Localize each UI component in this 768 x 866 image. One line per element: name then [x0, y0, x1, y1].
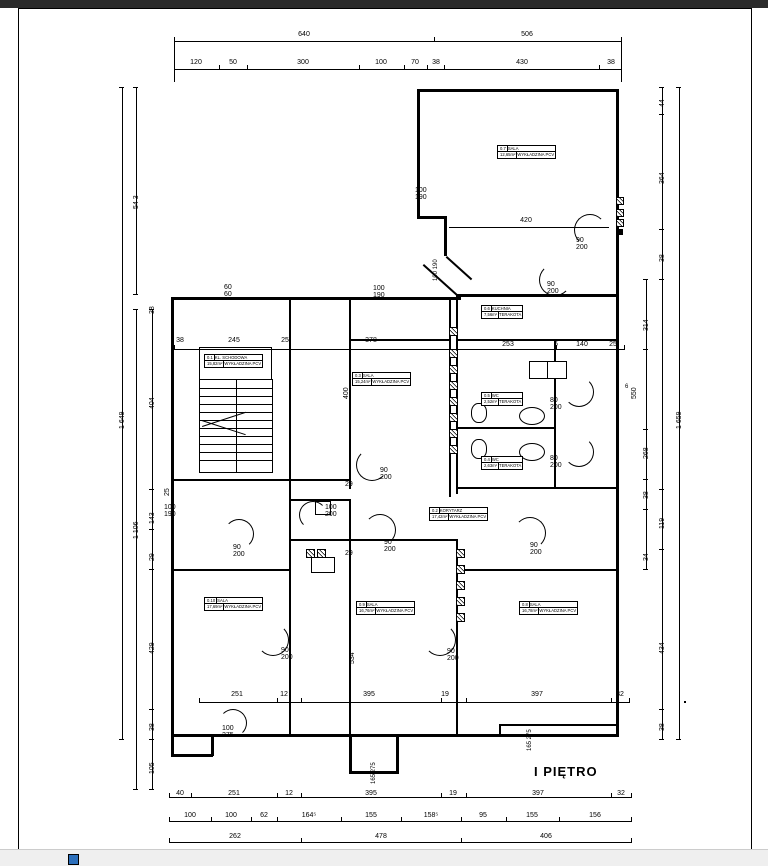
opening-label: 100 275: [222, 725, 234, 739]
dim-inner-v: 534: [349, 652, 356, 664]
dim-right: 119: [659, 517, 666, 529]
dim-bottom2: 164⁵: [301, 812, 317, 819]
dim-inner-v: 400: [343, 387, 350, 399]
column-hatch-9: [456, 549, 465, 558]
opening-label: 80 200: [550, 397, 562, 411]
dim-right: 38: [643, 491, 650, 499]
dim-top2: 38: [432, 59, 440, 66]
dim-left: 54 3: [133, 195, 140, 209]
dim-top2: 38: [607, 59, 615, 66]
column-hatch-10: [456, 565, 465, 574]
wall-terrace-n: [499, 724, 619, 726]
washbasin-icon-1: [519, 407, 545, 425]
opening-label: 90 200: [380, 467, 392, 481]
column-hatch-2: [449, 349, 458, 358]
dim-top: 506: [521, 31, 533, 38]
dim-inner: 25: [609, 341, 617, 348]
column-hatch-16: [616, 197, 624, 205]
dim-inner: 420: [520, 217, 532, 224]
opening-label: 100 190: [373, 285, 385, 299]
wall-int-6: [456, 339, 619, 341]
dim-inner: 378: [365, 337, 377, 344]
opening-label: 165 275: [371, 762, 377, 784]
room-label: 0.4 WC 2,63m² TERAKOTA: [481, 456, 523, 470]
dim-right: 38: [659, 723, 666, 731]
room-label: 0.3 SALA 15,24m² WYKŁADZINA PCV: [352, 372, 411, 386]
dim-bottom2: 95: [479, 812, 487, 819]
column-hatch-4: [449, 381, 458, 390]
opening-label: 90 200: [576, 237, 588, 251]
dim-bottom2: 158⁵: [423, 812, 439, 819]
opening-label: 90 200: [233, 544, 245, 558]
dim-bottom1: 397: [532, 790, 544, 797]
dim-right: 1 659: [676, 411, 683, 429]
column-hatch-7: [449, 429, 458, 438]
dim-inner-low: 395: [363, 691, 375, 698]
wall-int-16: [349, 539, 457, 541]
dim-inner: 6: [554, 341, 558, 348]
column-hatch-17: [616, 209, 624, 217]
wall-int-13: [349, 499, 351, 734]
wall-bay-e: [396, 734, 399, 774]
dim-bottom2: 100: [225, 812, 237, 819]
dim-top2: 300: [297, 59, 309, 66]
dim-bottom1: 32: [617, 790, 625, 797]
door-swing-4: [564, 437, 594, 467]
room-label: 0.5 WC 2,52m² TERAKOTA: [481, 392, 523, 406]
dim-inner: 140: [576, 341, 588, 348]
window-top-bar: [0, 0, 768, 8]
wall-int-1: [289, 299, 291, 489]
wall-mid-north: [456, 294, 619, 297]
dim-bottom3: 262: [229, 833, 241, 840]
dim-left: 105: [149, 762, 156, 774]
wall-bay-w: [349, 734, 352, 774]
opening-label: 29: [345, 481, 353, 488]
furniture-unit: [311, 557, 335, 573]
taskbar[interactable]: [0, 849, 768, 866]
dim-inner-low: 19: [441, 691, 449, 698]
wall-sw-step: [171, 754, 213, 757]
dim-left: 29: [149, 553, 156, 561]
opening-label: 100 200: [325, 504, 337, 518]
dim-top2: 120: [190, 59, 202, 66]
room-label: 0.1 KL. SCHODOWA 15,82m² WYKŁADZINA PCV: [204, 354, 263, 368]
opening-label: 90 200: [530, 542, 542, 556]
dim-left: 429: [149, 642, 156, 654]
opening-label: 165 275: [527, 729, 533, 751]
dim-right: 314: [643, 319, 650, 331]
wall-upper-step-v: [444, 216, 447, 256]
dim-top: 640: [298, 31, 310, 38]
column-hatch-13: [456, 613, 465, 622]
dim-left: 1 106: [133, 521, 140, 539]
wall-int-9: [456, 487, 619, 489]
dim-bottom1: 40: [176, 790, 184, 797]
dim-inner-low: 12: [280, 691, 288, 698]
page-title: I PIĘTRO: [534, 764, 598, 779]
dim-top2: 100: [375, 59, 387, 66]
opening-label: 29: [345, 550, 353, 557]
dim-inner: 25: [281, 337, 289, 344]
dim-right: 34: [643, 553, 650, 561]
opening-label: 90 200: [447, 648, 459, 662]
dim-right: 44: [659, 99, 666, 107]
dim-right: 434: [659, 642, 666, 654]
wall-int-12: [171, 569, 291, 571]
dim-left: 38: [149, 306, 156, 314]
column-solid: [617, 229, 623, 235]
opening-label: 90 200: [547, 281, 559, 295]
column-hatch-1: [449, 327, 458, 336]
dim-bottom2: 155: [526, 812, 538, 819]
room-label: 0.2 KORYTARZ 17,42m² WYKŁADZINA PCV: [429, 507, 488, 521]
wall-int-18: [291, 539, 351, 541]
dim-left: 25: [164, 488, 171, 496]
column-hatch-11: [456, 581, 465, 590]
dim-left: 38: [149, 723, 156, 731]
dim-bottom2: 156: [589, 812, 601, 819]
dim-right: 550: [631, 387, 638, 399]
door-swing-8: [299, 501, 327, 529]
opening-label: 100 190: [415, 187, 427, 201]
wall-north-main: [171, 297, 461, 300]
wall-terrace-w: [499, 724, 501, 736]
dim-inner-low: 251: [231, 691, 243, 698]
wall-angled: [423, 264, 459, 296]
dim-right: 364: [659, 172, 666, 184]
dim-top2: 430: [516, 59, 528, 66]
column-hatch-5: [449, 397, 458, 406]
wall-int-2: [171, 479, 351, 481]
wall-int-7: [456, 294, 458, 494]
marker-dot: [684, 701, 686, 703]
wall-north-top: [417, 89, 619, 92]
drawing-sheet: [18, 8, 752, 850]
wall-int-17: [456, 569, 616, 571]
dim-inner-low: 32: [616, 691, 624, 698]
dim-inner: 245: [228, 337, 240, 344]
opening-label: 100 190: [433, 259, 439, 281]
wall-upper-step: [417, 216, 447, 219]
door-swing-3: [564, 377, 594, 407]
dim-bottom1: 251: [228, 790, 240, 797]
dim-right: 38: [659, 254, 666, 262]
staircase: [199, 379, 273, 473]
dim-inner-low: 397: [531, 691, 543, 698]
opening-label: 90 200: [281, 647, 293, 661]
wall-east-main: [616, 294, 619, 734]
wall-int-11: [289, 489, 291, 734]
kitchen-unit-2: [547, 361, 567, 379]
wall-angled-inner: [446, 256, 473, 280]
toilet-icon-1: [471, 403, 487, 423]
dim-bottom3: 406: [540, 833, 552, 840]
dim-bottom1: 12: [285, 790, 293, 797]
taskbar-app-icon[interactable]: [68, 854, 79, 865]
room-label: 0.6 KUCHNIA 7,56m² TERAKOTA: [481, 305, 523, 319]
dim-bottom1: 19: [449, 790, 457, 797]
dim-left: 143: [149, 512, 156, 524]
dim-inner: 253: [502, 341, 514, 348]
opening-label: 80 200: [550, 455, 562, 469]
room-label: 0.7 SALA 12,65m² WYKŁADZINA PCV: [497, 145, 556, 159]
kitchen-unit-1: [529, 361, 549, 379]
dim-bottom1: 395: [365, 790, 377, 797]
dim-bottom3: 478: [375, 833, 387, 840]
opening-label: 90 200: [384, 539, 396, 553]
room-label: 0.10 SALA 17,69m² WYKŁADZINA PCV: [204, 597, 263, 611]
dim-top2: 50: [229, 59, 237, 66]
dim-left: 1 649: [119, 411, 126, 429]
column-hatch-6: [449, 413, 458, 422]
wall-sw-step-v: [211, 734, 214, 756]
dim-bottom2: 155: [365, 812, 377, 819]
dim-bottom2: 62: [260, 812, 268, 819]
dim-top2: 70: [411, 59, 419, 66]
dim-inner: 38: [176, 337, 184, 344]
dim-left: 404: [149, 397, 156, 409]
column-hatch-12: [456, 597, 465, 606]
opening-label: 60 60: [224, 284, 232, 298]
column-hatch-3: [449, 365, 458, 374]
room-label: 0.8 SALA 16,78m² WYKŁADZINA PCV: [519, 601, 578, 615]
wall-int-8: [456, 427, 556, 429]
dim-bottom2: 100: [184, 812, 196, 819]
wall-sw-v: [171, 734, 174, 756]
column-hatch-18: [616, 219, 624, 227]
dim-right-small: 6: [625, 384, 629, 390]
column-hatch-8: [449, 445, 458, 454]
opening-label: 100 190: [164, 504, 176, 518]
dim-right: 268: [643, 447, 650, 459]
room-label: 0.9 SALA 16,76m² WYKŁADZINA PCV: [356, 601, 415, 615]
